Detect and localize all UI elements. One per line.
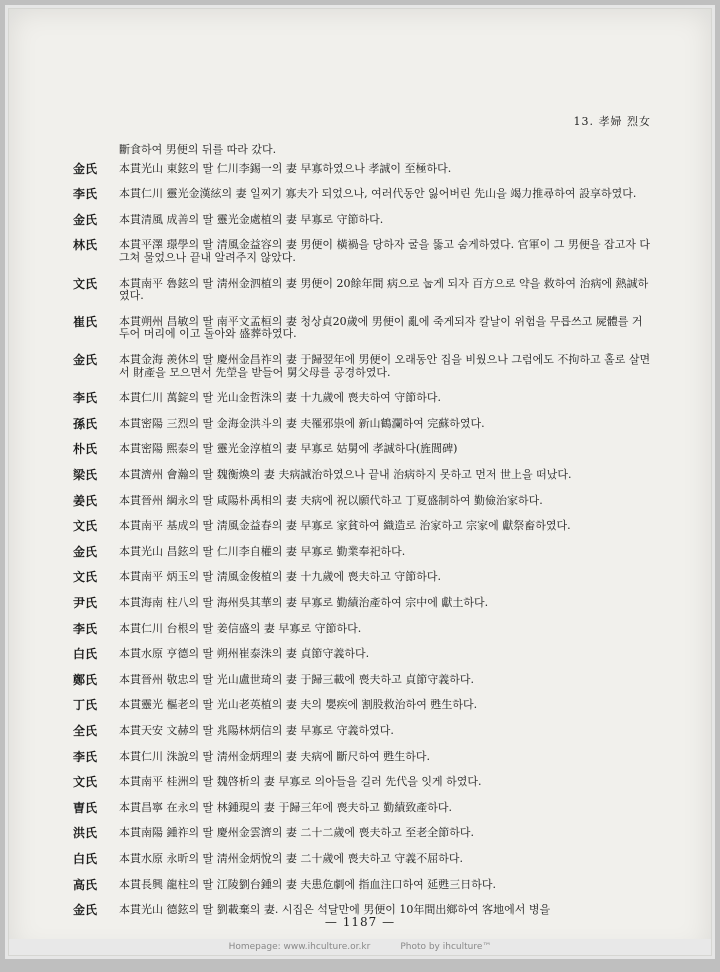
page-frame	[8, 8, 712, 956]
homepage-text: Homepage: www.ihculture.or.kr	[228, 942, 371, 952]
entry-text: 本貫長興 龍柱의 딸 江陵劉台鍾의 妻 夫患危劇에 指血注口하여 延甦三日하다.	[119, 877, 496, 891]
entry-name: 李氏	[73, 187, 98, 202]
entry-name: 全氏	[73, 723, 98, 738]
list-item	[73, 623, 653, 636]
entry-text: 本貫清風 成善의 딸 靈光金處植의 妻 早寡로 守節하다.	[119, 212, 384, 226]
list-item	[73, 699, 653, 712]
footer-bar	[9, 939, 711, 955]
entry-name: 文氏	[73, 775, 98, 790]
entry-name: 鄭氏	[73, 672, 98, 687]
entry-name: 金氏	[73, 903, 98, 918]
entry-name: 林氏	[73, 238, 98, 253]
entry-text: 本貫仁川 洙說의 딸 淸州金炳理의 妻 夫病에 斷尺하여 甦生하다.	[119, 749, 430, 763]
entry-text: 本貫密陽 三烈의 딸 金海金洪斗의 妻 夫罹邪祟에 新山鶴瀾하여 完蘇하였다.	[119, 416, 485, 430]
entry-name: 曺氏	[73, 800, 98, 815]
list-item	[73, 469, 653, 482]
entry-text: 本貫光山 東鉉의 딸 仁川李錫一의 妻 早寡하였으나 孝誠이 至極하다.	[119, 161, 452, 175]
entry-text: 本貫金海 羨休의 딸 慶州金昌祚의 妻 于歸翌年에 男便이 오래동안 집을 비웠으나 그럼에도 不拘하고 홀로 살면서 財產을 모으면서 先塋을 받들어 舅父母를 공경하였다.	[119, 353, 651, 379]
entry-text: 本貫濟州 會瀚의 딸 魏衡煥의 妻 夫病誠治하였으나 끝내 治病하지 못하고 먼저 世上을 떠났다.	[119, 468, 572, 481]
list-item	[73, 278, 653, 303]
continuation-line: 斷食하여 男便의 뒤를 따라 갔다.	[119, 142, 277, 156]
entry-text: 本貫南平 基成의 딸 淸風金益春의 妻 早寡로 家貧하여 織造로 治家하고 宗家에 獻祭畜하였다.	[119, 519, 571, 533]
entry-text: 本貫朔州 昌敏의 딸 南平文孟桓의 妻 청상貞20歲에 男便이 亂에 죽게되자 칼날이 위험을 무릅쓰고 屍體를 거두어 머리에 이고 돌아와 盛葬하였다.	[119, 314, 643, 341]
entry-text: 本貫密陽 熙泰의 딸 靈光金淳植의 妻 早寡로 姑舅에 孝誠하다(旌閭碑)	[119, 442, 458, 456]
list-item	[73, 392, 653, 405]
list-item	[73, 520, 653, 533]
entry-name: 金氏	[73, 212, 98, 227]
entry-name: 梁氏	[73, 468, 98, 482]
entry-text: 本貫晉州 敬忠의 딸 光山盧世琦의 妻 于歸三載에 喪夫하고 貞節守義하다.	[119, 672, 474, 686]
list-item	[73, 853, 653, 866]
entry-text: 本貫海南 柱八의 딸 海州吳其華의 妻 早寡로 勤績治產하여 宗中에 獻土하다.	[119, 595, 489, 609]
entry-text: 本貫仁川 台根의 딸 姜信盛의 妻 早寡로 守節하다.	[119, 621, 362, 635]
list-item	[73, 316, 653, 341]
running-header: 13. 孝婦 烈女	[573, 115, 651, 128]
entry-text: 本貫靈光 樞老의 딸 光山老英植의 妻 夫의 嬰疾에 割股救治하여 甦生하다.	[119, 698, 478, 712]
photo-credit: Photo by ihculture™	[400, 942, 492, 952]
list-item	[73, 648, 653, 661]
entry-name: 李氏	[73, 621, 98, 636]
list-item	[73, 827, 653, 840]
list-item	[73, 239, 653, 264]
entry-name: 李氏	[73, 391, 98, 406]
entry-text: 本貫仁川 靈光金漢絃의 妻 일찌기 寡夫가 되었으나, 여러代동안 잃어버린 先山을 竭力推尋하여 設享하였다.	[119, 187, 637, 201]
entry-name: 崔氏	[73, 314, 98, 329]
entry-name: 白氏	[73, 647, 98, 662]
entry-name: 金氏	[73, 161, 98, 176]
list-item	[73, 879, 653, 892]
entry-text: 本貫晉州 綱永의 딸 咸陽朴禹相의 妻 夫病에 祝以願代하고 丁夏盛制하여 勤儉治家하다.	[119, 493, 543, 507]
list-item	[73, 674, 653, 687]
entry-name: 李氏	[73, 749, 98, 764]
entry-text: 本貫光山 昌鉉의 딸 仁川李自權의 妻 早寡로 勤業奉祀하다.	[119, 544, 406, 558]
entry-text: 本貫平澤 璟學의 딸 清風金益容의 妻 男便이 橫禍을 당하자 굴을 뚫고 숨게하였다. 官軍이 그 男便을 잡고자 다그쳐 물었으나 끝내 알려주지 않았다.	[119, 238, 650, 265]
entry-name: 高氏	[73, 877, 98, 892]
entry-text: 本貫南平 炳玉의 딸 淸風金俊植의 妻 十九歲에 喪夫하고 守節하다.	[119, 570, 441, 584]
entry-text: 本貫水原 亨德의 딸 朔州崔泰洙의 妻 貞節守義하다.	[119, 647, 370, 661]
entry-name: 朴氏	[73, 442, 98, 457]
list-item	[73, 188, 653, 201]
list-item	[73, 802, 653, 815]
list-item	[73, 546, 653, 559]
entry-text: 本貫昌寧 在永의 딸 林鍾現의 妻 于歸三年에 喪夫하고 勤績致產하다.	[119, 800, 452, 814]
entry-name: 金氏	[73, 353, 98, 368]
entry-text: 本貫天安 文赫의 딸 兆陽林炳信의 妻 早寡로 守義하였다.	[119, 723, 394, 737]
entry-text: 本貫水原 永昕의 딸 淸州金炳悅의 妻 二十歲에 喪夫하고 守義不屈하다.	[119, 851, 463, 865]
entry-name: 金氏	[73, 544, 98, 559]
entry-name: 文氏	[73, 570, 98, 585]
list-item	[73, 776, 653, 789]
list-item	[73, 163, 653, 176]
entry-name: 文氏	[73, 276, 98, 291]
entry-name: 文氏	[73, 519, 98, 534]
page-number: — 1187 —	[324, 915, 396, 929]
entry-text: 本貫南平 桂洲의 딸 魏啓析의 妻 早寡로 의아들을 길러 先代을 잇게 하였다.	[119, 775, 482, 789]
entry-list	[73, 163, 653, 917]
entry-name: 姜氏	[73, 493, 98, 508]
body-text	[73, 137, 653, 930]
list-item	[73, 725, 653, 738]
list-item	[73, 597, 653, 610]
list-item	[73, 443, 653, 456]
list-item	[73, 495, 653, 508]
entry-name: 丁氏	[73, 698, 98, 713]
list-item	[73, 418, 653, 431]
entry-text: 本貫南陽 鍾祚의 딸 慶州金雲濟의 妻 二十二歲에 喪夫하고 至老全節하다.	[119, 826, 474, 840]
list-item	[73, 354, 653, 379]
entry-name: 洪氏	[73, 826, 98, 841]
entry-text: 本貫南平 魯鉉의 딸 淸州金泗植의 妻 男便이 20餘年間 病으로 눕게 되자 百方으로 약을 救하여 治病에 熱誠하였다.	[119, 276, 649, 303]
entry-name: 孫氏	[73, 416, 98, 431]
entry-name: 尹氏	[73, 595, 98, 610]
entry-name: 白氏	[73, 851, 98, 866]
list-item	[73, 751, 653, 764]
entry-text: 本貫仁川 萬錠의 딸 光山金哲洙의 妻 十九歲에 喪夫하여 守節하다.	[119, 391, 441, 405]
entry-text: 本貫光山 德鉉의 딸 劉載棄의 妻. 시집은 석달만에 男便이 10年間出鄉하여 客地에서 병을	[119, 903, 551, 917]
list-item	[73, 571, 653, 584]
list-item	[73, 214, 653, 227]
